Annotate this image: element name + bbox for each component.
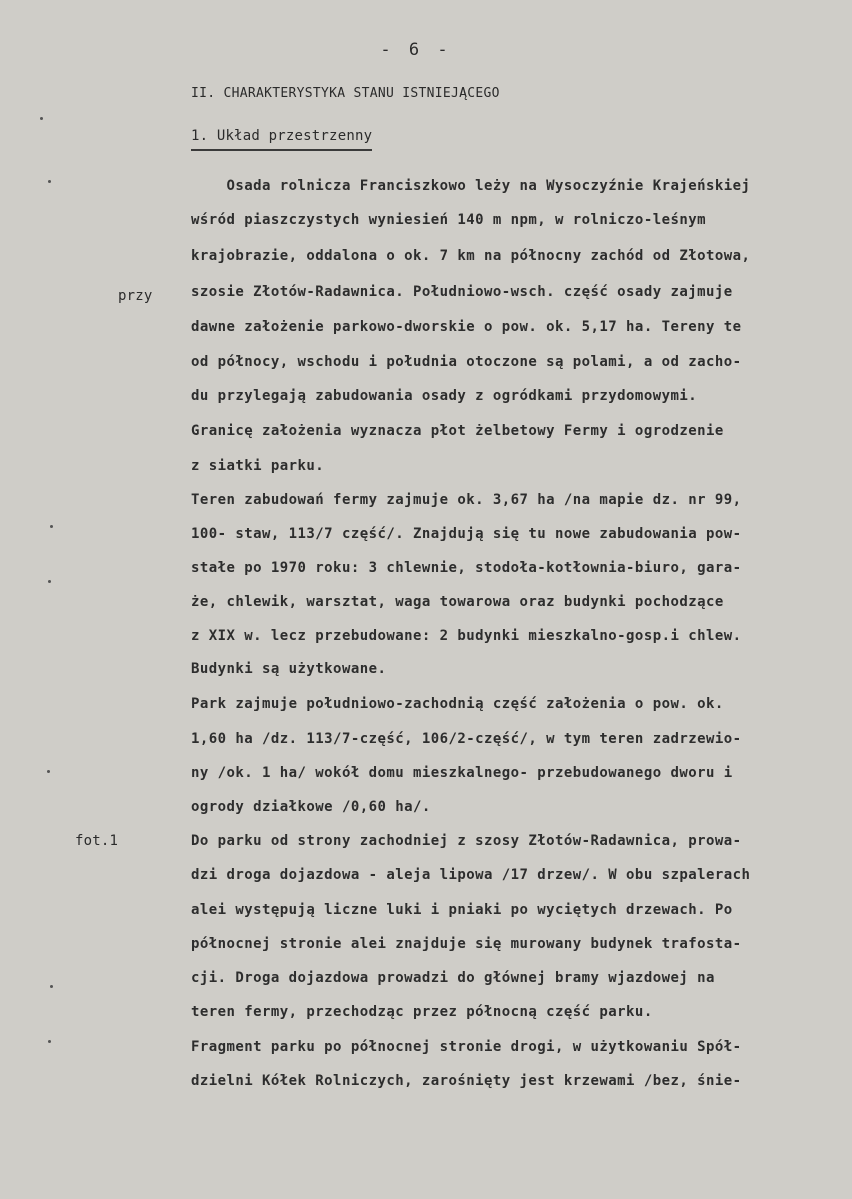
margin-note-fot: fot.1: [75, 833, 119, 849]
body-line: 1,60 ha /dz. 113/7-część, 106/2-część/, w tym teren zadrzewio-: [191, 731, 742, 747]
body-line: Park zajmuje południowo-zachodnią część założenia o pow. ok.: [191, 696, 724, 712]
body-line: 100- staw, 113/7 część/. Znajdują się tu nowe zabudowania pow-: [191, 526, 742, 542]
body-line: ny /ok. 1 ha/ wokół domu mieszkalnego- przebudowanego dworu i: [191, 765, 733, 781]
body-line: stałe po 1970 roku: 3 chlewnie, stodoła-kotłownia-biuro, gara-: [191, 560, 742, 576]
body-line: cji. Droga dojazdowa prowadzi do głównej bramy wjazdowej na: [191, 970, 715, 986]
body-line: szosie Złotów-Radawnica. Południowo-wsch. część osady zajmuje: [191, 284, 733, 300]
margin-note-przy: przy: [118, 288, 153, 304]
body-line: z XIX w. lecz przebudowane: 2 budynki mieszkalno-gosp.i chlew.: [191, 628, 742, 644]
body-line: z siatki parku.: [191, 458, 325, 474]
body-line: du przylegają zabudowania osady z ogródkami przydomowymi.: [191, 388, 698, 404]
body-line: Granicę założenia wyznacza płot żelbetowy Fermy i ogrodzenie: [191, 423, 724, 439]
scan-mark: [50, 525, 53, 528]
body-line: krajobrazie, oddalona o ok. 7 km na północny zachód od Złotowa,: [191, 248, 751, 264]
scan-mark: [47, 770, 50, 773]
scan-mark: [48, 180, 51, 183]
body-line: alei występują liczne luki i pniaki po wyciętych drzewach. Po: [191, 902, 733, 918]
scan-mark: [48, 1040, 51, 1043]
body-line: od północy, wschodu i południa otoczone są polami, a od zacho-: [191, 354, 742, 370]
body-line: dzi droga dojazdowa - aleja lipowa /17 drzew/. W obu szpalerach: [191, 867, 751, 883]
page-number: - 6 -: [380, 40, 452, 60]
scan-mark: [40, 117, 43, 120]
body-line: dzielni Kółek Rolniczych, zarośnięty jest krzewami /bez, śnie-: [191, 1073, 742, 1089]
body-line: wśród piaszczystych wyniesień 140 m npm, w rolniczo-leśnym: [191, 212, 706, 228]
subsection-heading: 1. Układ przestrzenny: [191, 128, 372, 151]
body-line: Osada rolnicza Franciszkowo leży na Wysoczyźnie Krajeńskiej: [191, 178, 751, 194]
body-line: Fragment parku po północnej stronie drogi, w użytkowaniu Spół-: [191, 1039, 742, 1055]
scan-mark: [48, 580, 51, 583]
body-line: teren fermy, przechodząc przez północną część parku.: [191, 1004, 653, 1020]
body-line: Teren zabudowań fermy zajmuje ok. 3,67 ha /na mapie dz. nr 99,: [191, 492, 742, 508]
body-line: ogrody działkowe /0,60 ha/.: [191, 799, 431, 815]
section-heading: II. CHARAKTERYSTYKA STANU ISTNIEJĄCEGO: [191, 86, 500, 101]
scan-mark: [50, 985, 53, 988]
body-line: północnej stronie alei znajduje się murowany budynek trafosta-: [191, 936, 742, 952]
body-line: Do parku od strony zachodniej z szosy Złotów-Radawnica, prowa-: [191, 833, 742, 849]
body-line: dawne założenie parkowo-dworskie o pow. ok. 5,17 ha. Tereny te: [191, 319, 742, 335]
body-line: że, chlewik, warsztat, waga towarowa oraz budynki pochodzące: [191, 594, 724, 610]
body-line: Budynki są użytkowane.: [191, 661, 387, 677]
